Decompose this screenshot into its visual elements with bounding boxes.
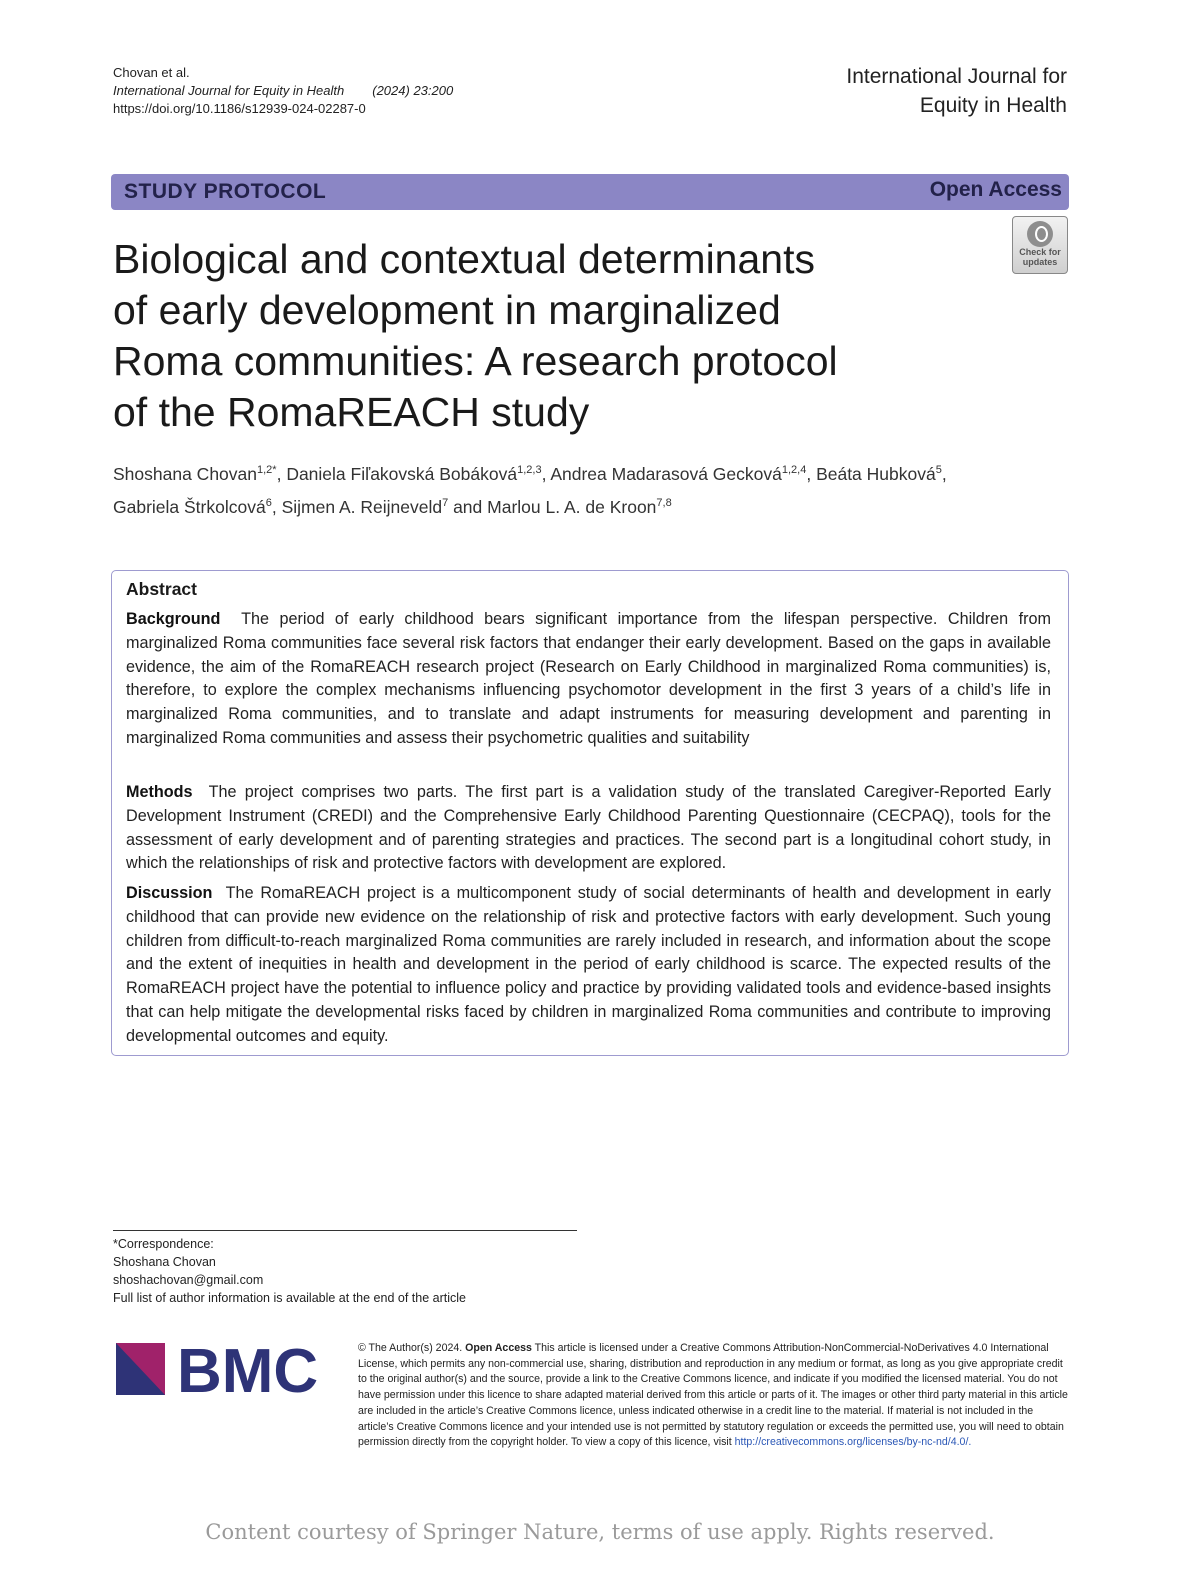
bmc-logo-icon [113,1339,325,1399]
correspondence-block [113,1235,466,1307]
article-type: STUDY PROTOCOL [124,180,327,203]
license-link[interactable]: http://creativecommons.org/licenses/by-nc-nd/4.0/. [734,1436,972,1449]
abstract-background [126,608,1051,751]
author-name[interactable]: Shoshana Chovan [113,463,257,484]
authors-short: Chovan et al. [113,65,190,80]
check-for-updates-line1: Check for [1019,247,1061,257]
license-text [358,1341,1068,1451]
author-affiliation: 1,2,3 [517,464,542,476]
footnote-divider [113,1230,577,1231]
background-text: The period of early childhood bears significant importance from the lifespan perspective. Children from marginalized Roma communities face several risk factors that endanger their early development. Based on the gaps in available evidence, the aim of the RomaREACH research project (Research on Early Childhood in marginalized Roma communities) is, therefore, to explore the complex mechanisms influencing psychomotor development in the first 3 years of a child’s life in marginalized Roma communities, and to translate and adapt instruments for measuring development and parenting in marginalized Roma communities and assess their psychometric qualities and suitability [126,610,1052,747]
abstract-methods [126,781,1051,876]
check-for-updates-button[interactable] [1012,216,1068,274]
author-affiliation: 5 [935,464,942,476]
check-for-updates-icon [1027,221,1053,247]
author-list: Shoshana Chovan$^{1,2*}$, Daniela Fiľakovská Bobáková$^{1,2,3}$, Andrea Madarasová Gecková$^{1,2,4}$, Beáta Hubková$^5$, Gabriela Štrkolcová$^6$, Sijmen A. Reijneveld$^7$ and Marlou L. A. de Kroon$^{7,8}$ [113,463,947,517]
methods-label: Methods [126,783,193,801]
background-label: Background [126,610,221,628]
correspondence-email[interactable]: shoshachovan@gmail.com [113,1273,264,1287]
check-for-updates-line2: updates [1022,257,1058,267]
author-name[interactable]: Daniela Fiľakovská Bobáková [286,463,518,484]
author-affiliation: 6 [265,496,272,509]
discussion-text: The RomaREACH project is a multicomponent study of social determinants of health and development in early childhood that can provide new evidence on the relationship of risk and protective factors with early development. Such young children from difficult-to-reach marginalized Roma communities are rarely included in research, and information about the scope and the extent of inequities in health and development in the period of early childhood is scarce. The expected results of the RomaREACH project have the potential to influence policy and practice by providing validated tools and evidence-based insights that can help mitigate the developmental risks faced by children in marginalized Roma communities and contribute to improving developmental outcomes and equity. [126,884,1051,1045]
author-name[interactable]: Sijmen A. Reijneveld [281,496,443,517]
author-affiliation: 7,8 [656,496,672,509]
license-open-access: Open Access [465,1342,532,1354]
open-access-label: Open Access [929,178,1062,201]
citation-header [113,64,453,118]
abstract-heading: Abstract [126,579,197,599]
author-name[interactable]: Beáta Hubková [816,463,936,484]
copyright-prefix: © The Author(s) 2024. [358,1342,463,1354]
journal-name-italic: International Journal for Equity in Health [113,83,345,98]
bmc-logo-text: BMC [177,1339,319,1399]
abstract-discussion [126,882,1051,1049]
journal-title [846,62,1067,120]
author-name[interactable]: Gabriela Štrkolcová [113,496,266,517]
doi-link[interactable]: https://doi.org/10.1186/s12939-024-02287-0 [113,101,366,116]
volume-info: (2024) 23:200 [372,83,454,98]
author-affiliation: 1,2,4 [781,464,807,476]
page-footer: Content courtesy of Springer Nature, terms of use apply. Rights reserved. [205,1520,995,1544]
title-line: Roma communities: A research protocol [113,338,838,384]
title-line: of early development in marginalized [113,287,781,333]
title-line: Biological and contextual determinants [113,236,815,282]
license-body: This article is licensed under a Creative Commons Attribution-NonCommercial-NoDerivatives 4.0 International License, which permits any non-commercial use, sharing, distribution and reproduction in any medium or format, as long as you give appropriate credit to the original author(s) and the source, provide a link to the Creative Commons licence, and indicate if you modified the licensed material. You do not have permission under this licence to share adapted material derived from this article or parts of it. The images or other third party material in this article are included in the article’s Creative Commons licence, unless indicated otherwise in a credit line to the material. If material is not included in the article’s Creative Commons licence and your intended use is not permitted by statutory regulation or exceeds the permitted use, you will need to obtain permission directly from the copyright holder. To view a copy of this licence, visit [358,1342,1068,1449]
discussion-label: Discussion [126,884,213,902]
correspondence-label: *Correspondence: [113,1237,214,1251]
methods-text: The project comprises two parts. The first part is a validation study of the translated Caregiver-Reported Early Development Instrument (CREDI) and the Comprehensive Early Childhood Parenting Questionnaire (CECPAQ), tools for the assessment of early development and of parenting strategies and practices. The second part is a longitudinal cohort study, in which the relationships of risk and protective factors with development are explored. [126,783,1052,873]
author-name[interactable]: Marlou L. A. de Kroon [487,496,657,517]
journal-title-line1: International Journal for [846,65,1067,88]
author-info-note: Full list of author information is available at the end of the article [113,1291,466,1305]
title-line: of the RomaREACH study [113,389,590,435]
journal-title-line2: Equity in Health [919,94,1067,117]
correspondence-name: Shoshana Chovan [113,1255,216,1269]
author-affiliation: 1,2* [257,464,277,476]
article-title [113,234,933,438]
author-affiliation: 7 [442,496,449,509]
author-name[interactable]: Andrea Madarasová Gecková [550,463,782,484]
